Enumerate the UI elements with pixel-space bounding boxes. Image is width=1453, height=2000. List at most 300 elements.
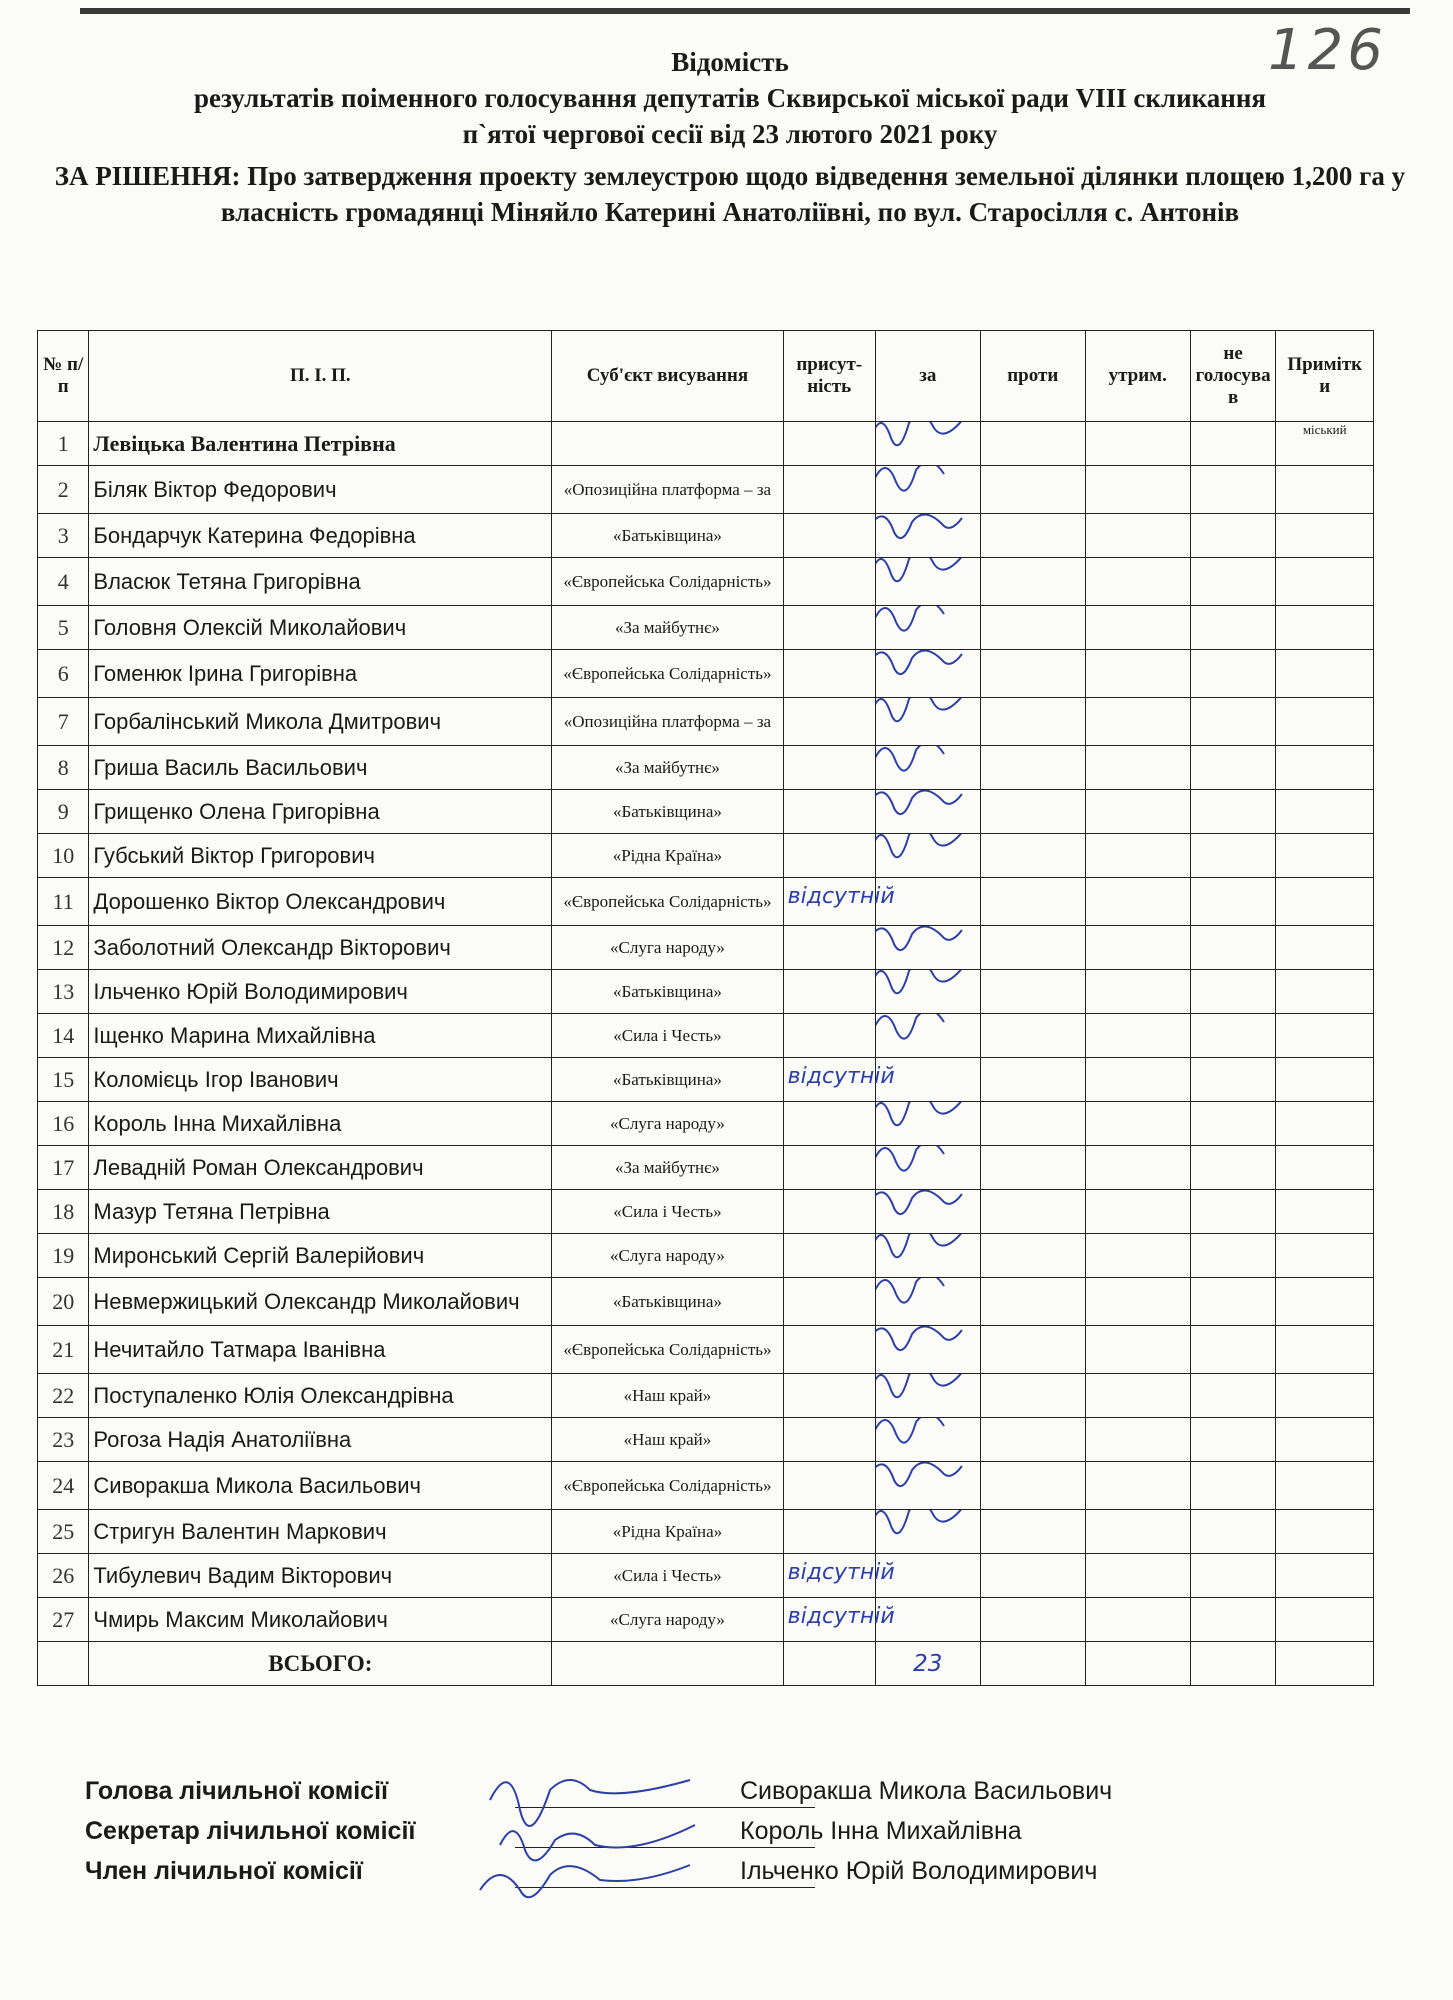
abstain-cell bbox=[1085, 970, 1190, 1014]
abstain-cell bbox=[1085, 1374, 1190, 1418]
row-number: 9 bbox=[38, 790, 89, 834]
row-number: 8 bbox=[38, 746, 89, 790]
za-cell bbox=[875, 650, 980, 698]
absent-mark: відсутній bbox=[787, 1064, 895, 1089]
commission-person: Король Інна Михайлівна bbox=[740, 1817, 1022, 1845]
table-row bbox=[38, 1598, 1374, 1642]
total-present-cell bbox=[783, 1642, 875, 1686]
against-cell bbox=[980, 1014, 1085, 1058]
signature-mark bbox=[875, 1326, 976, 1373]
notes-cell bbox=[1276, 834, 1374, 878]
za-cell bbox=[875, 1102, 980, 1146]
document-title: Відомість bbox=[671, 47, 789, 77]
row-number: 26 bbox=[38, 1554, 89, 1598]
commission-role: Член лічильної комісії bbox=[85, 1857, 363, 1885]
table-row bbox=[38, 422, 1374, 466]
signature-mark bbox=[875, 790, 976, 834]
notes-cell bbox=[1276, 1462, 1374, 1510]
nominating-party: «Європейська Солідарність» bbox=[552, 878, 783, 926]
deputy-name: Гриша Василь Васильович bbox=[89, 746, 552, 790]
col-name-header: П. І. П. bbox=[89, 331, 552, 422]
against-cell bbox=[980, 650, 1085, 698]
novote-cell bbox=[1190, 558, 1276, 606]
deputy-name: Левадній Роман Олександрович bbox=[89, 1146, 552, 1190]
present-cell bbox=[783, 514, 875, 558]
novote-cell bbox=[1190, 1190, 1276, 1234]
against-cell bbox=[980, 926, 1085, 970]
deputy-name: Стригун Валентин Маркович bbox=[89, 1510, 552, 1554]
signature-mark bbox=[875, 466, 976, 513]
present-cell bbox=[783, 698, 875, 746]
against-cell bbox=[980, 514, 1085, 558]
against-cell bbox=[980, 698, 1085, 746]
present-cell bbox=[783, 1374, 875, 1418]
abstain-cell bbox=[1085, 746, 1190, 790]
notes-cell bbox=[1276, 1554, 1374, 1598]
za-cell bbox=[875, 422, 980, 466]
novote-cell bbox=[1190, 970, 1276, 1014]
against-cell bbox=[980, 466, 1085, 514]
notes-cell bbox=[1276, 514, 1374, 558]
col-abstain-header: утрим. bbox=[1085, 331, 1190, 422]
absent-mark: відсутній bbox=[787, 1604, 895, 1629]
present-cell bbox=[783, 878, 895, 926]
abstain-cell bbox=[1085, 698, 1190, 746]
col-party-header: Суб'єкт висування bbox=[552, 331, 783, 422]
deputy-name: Гоменюк Ірина Григорівна bbox=[89, 650, 552, 698]
row-number: 2 bbox=[38, 466, 89, 514]
novote-cell bbox=[1190, 698, 1276, 746]
za-cell bbox=[875, 926, 980, 970]
signature-mark bbox=[875, 1510, 976, 1554]
notes-cell bbox=[1276, 1190, 1374, 1234]
notes-cell bbox=[1276, 650, 1374, 698]
table-row bbox=[38, 1014, 1374, 1058]
novote-cell bbox=[1190, 1102, 1276, 1146]
present-cell bbox=[783, 1058, 895, 1102]
table-row bbox=[38, 970, 1374, 1014]
signature-mark bbox=[875, 970, 976, 1014]
notes-cell bbox=[1276, 1058, 1374, 1102]
document-subtitle: результатів поіменного голосування депутатів Сквирської міської ради VIII скликання bbox=[193, 83, 1267, 113]
deputy-name: Поступаленко Юлія Олександрівна bbox=[89, 1374, 552, 1418]
notes-cell bbox=[1276, 746, 1374, 790]
table-header-row bbox=[38, 331, 1374, 422]
total-note-cell bbox=[1276, 1642, 1374, 1686]
za-cell bbox=[875, 878, 980, 926]
table-row bbox=[38, 746, 1374, 790]
nominating-party: «Сила і Честь» bbox=[552, 1190, 783, 1234]
row-number: 24 bbox=[38, 1462, 89, 1510]
deputy-name: Горбалінський Микола Дмитрович bbox=[89, 698, 552, 746]
za-cell bbox=[875, 970, 980, 1014]
row-number: 21 bbox=[38, 1326, 89, 1374]
present-cell bbox=[783, 1278, 875, 1326]
deputy-name: Грищенко Олена Григорівна bbox=[89, 790, 552, 834]
novote-cell bbox=[1190, 1146, 1276, 1190]
deputy-name: Коломієць Ігор Іванович bbox=[89, 1058, 552, 1102]
abstain-cell bbox=[1085, 790, 1190, 834]
nominating-party: «Батьківщина» bbox=[552, 970, 783, 1014]
nominating-party: «Європейська Солідарність» bbox=[552, 558, 783, 606]
notes-cell bbox=[1276, 1326, 1374, 1374]
against-cell bbox=[980, 1598, 1085, 1642]
against-cell bbox=[980, 790, 1085, 834]
signature-mark bbox=[875, 514, 976, 558]
nominating-party: «За майбутнє» bbox=[552, 746, 783, 790]
deputy-name: Заболотний Олександр Вікторович bbox=[89, 926, 552, 970]
col-against-header: проти bbox=[980, 331, 1085, 422]
table-row bbox=[38, 1058, 1374, 1102]
table-row bbox=[38, 1326, 1374, 1374]
nominating-party: «Слуга народу» bbox=[552, 1234, 783, 1278]
signature-mark bbox=[875, 650, 976, 697]
notes-cell bbox=[1276, 1278, 1374, 1326]
notes-cell bbox=[1276, 878, 1374, 926]
row-number: 22 bbox=[38, 1374, 89, 1418]
nominating-party: «Наш край» bbox=[552, 1418, 783, 1462]
novote-cell bbox=[1190, 1374, 1276, 1418]
row-number: 4 bbox=[38, 558, 89, 606]
table-row bbox=[38, 1234, 1374, 1278]
za-cell bbox=[875, 558, 980, 606]
novote-cell bbox=[1190, 1510, 1276, 1554]
deputy-name: Левіцька Валентина Петрівна bbox=[89, 422, 552, 466]
commission-role: Голова лічильної комісії bbox=[85, 1777, 389, 1805]
abstain-cell bbox=[1085, 606, 1190, 650]
deputy-name: Ільченко Юрій Володимирович bbox=[89, 970, 552, 1014]
session-line: п`ятої чергової сесії від 23 лютого 2021 року bbox=[462, 119, 998, 149]
za-cell bbox=[875, 834, 980, 878]
novote-cell bbox=[1190, 1598, 1276, 1642]
za-cell bbox=[875, 606, 980, 650]
present-cell bbox=[783, 1462, 875, 1510]
deputy-name: Головня Олексій Миколайович bbox=[89, 606, 552, 650]
table-row bbox=[38, 466, 1374, 514]
table-row bbox=[38, 878, 1374, 926]
against-cell bbox=[980, 1234, 1085, 1278]
za-cell bbox=[875, 1146, 980, 1190]
against-cell bbox=[980, 1326, 1085, 1374]
za-cell bbox=[875, 1326, 980, 1374]
abstain-cell bbox=[1085, 1014, 1190, 1058]
deputy-name: Король Інна Михайлівна bbox=[89, 1102, 552, 1146]
row-number: 23 bbox=[38, 1418, 89, 1462]
present-cell bbox=[783, 926, 875, 970]
present-cell bbox=[783, 422, 875, 466]
za-cell bbox=[875, 1374, 980, 1418]
novote-cell bbox=[1190, 650, 1276, 698]
nominating-party: «Опозиційна платформа – за bbox=[552, 466, 783, 514]
row-number: 17 bbox=[38, 1146, 89, 1190]
present-cell bbox=[783, 1234, 875, 1278]
novote-cell bbox=[1190, 514, 1276, 558]
nominating-party: «Європейська Солідарність» bbox=[552, 650, 783, 698]
deputy-name: Власюк Тетяна Григорівна bbox=[89, 558, 552, 606]
abstain-cell bbox=[1085, 1102, 1190, 1146]
deputy-name: Миронський Сергій Валерійович bbox=[89, 1234, 552, 1278]
against-cell bbox=[980, 1418, 1085, 1462]
novote-cell bbox=[1190, 1234, 1276, 1278]
present-cell bbox=[783, 1554, 895, 1598]
present-cell bbox=[783, 1598, 895, 1642]
abstain-cell bbox=[1085, 514, 1190, 558]
nominating-party: «Рідна Країна» bbox=[552, 1510, 783, 1554]
za-cell bbox=[875, 1058, 980, 1102]
za-cell bbox=[875, 698, 980, 746]
against-cell bbox=[980, 1462, 1085, 1510]
notes-cell bbox=[1276, 1146, 1374, 1190]
notes-cell bbox=[1276, 790, 1374, 834]
nominating-party: «Сила і Честь» bbox=[552, 1014, 783, 1058]
za-cell bbox=[875, 1598, 980, 1642]
notes-cell bbox=[1276, 466, 1374, 514]
nominating-party: «Слуга народу» bbox=[552, 1598, 783, 1642]
table-row bbox=[38, 514, 1374, 558]
col-present-header: присут-ність bbox=[783, 331, 875, 422]
deputy-name: Губський Віктор Григорович bbox=[89, 834, 552, 878]
abstain-cell bbox=[1085, 1418, 1190, 1462]
against-cell bbox=[980, 1554, 1085, 1598]
notes-cell bbox=[1276, 1418, 1374, 1462]
abstain-cell bbox=[1085, 1510, 1190, 1554]
nominating-party: «Європейська Солідарність» bbox=[552, 1462, 783, 1510]
against-cell bbox=[980, 1278, 1085, 1326]
table-row bbox=[38, 926, 1374, 970]
col-number-header: № п/п bbox=[38, 331, 89, 422]
abstain-cell bbox=[1085, 1146, 1190, 1190]
decision-text: ЗА РІШЕННЯ: Про затвердження проекту землеустрою щодо відведення земельної ділянки площею 1,200 га у власність громадянці Міняйло Катерині Анатоліївні, по вул. Старосілля с. Антонів bbox=[54, 161, 1406, 227]
total-label: ВСЬОГО: bbox=[89, 1642, 552, 1686]
nominating-party: «Батьківщина» bbox=[552, 514, 783, 558]
total-party-cell bbox=[552, 1642, 783, 1686]
table-row bbox=[38, 1554, 1374, 1598]
deputy-name: Іщенко Марина Михайлівна bbox=[89, 1014, 552, 1058]
commission-person: Сиворакша Микола Васильович bbox=[740, 1777, 1113, 1805]
page-number: 126 bbox=[1268, 18, 1387, 83]
nominating-party bbox=[552, 422, 783, 466]
deputy-name: Дорошенко Віктор Олександрович bbox=[89, 878, 552, 926]
abstain-cell bbox=[1085, 1554, 1190, 1598]
za-cell bbox=[875, 1554, 980, 1598]
novote-cell bbox=[1190, 466, 1276, 514]
novote-cell bbox=[1190, 1462, 1276, 1510]
za-cell bbox=[875, 1014, 980, 1058]
abstain-cell bbox=[1085, 1234, 1190, 1278]
novote-cell bbox=[1190, 1418, 1276, 1462]
deputy-name: Бондарчук Катерина Федорівна bbox=[89, 514, 552, 558]
row-number: 25 bbox=[38, 1510, 89, 1554]
row-number: 10 bbox=[38, 834, 89, 878]
abstain-cell bbox=[1085, 422, 1190, 466]
notes-cell bbox=[1276, 926, 1374, 970]
notes-cell bbox=[1276, 1014, 1374, 1058]
row-number: 5 bbox=[38, 606, 89, 650]
za-cell bbox=[875, 1234, 980, 1278]
row-number: 6 bbox=[38, 650, 89, 698]
col-novote-header: не голосува в bbox=[1190, 331, 1276, 422]
signature-mark bbox=[875, 1374, 976, 1418]
abstain-cell bbox=[1085, 1462, 1190, 1510]
signature-mark bbox=[875, 1102, 976, 1146]
novote-cell bbox=[1190, 1554, 1276, 1598]
table-row bbox=[38, 558, 1374, 606]
abstain-cell bbox=[1085, 558, 1190, 606]
against-cell bbox=[980, 606, 1085, 650]
deputy-name: Рогоза Надія Анатоліївна bbox=[89, 1418, 552, 1462]
signature-mark bbox=[875, 558, 976, 605]
table-row bbox=[38, 606, 1374, 650]
total-za: 23 bbox=[875, 1642, 980, 1686]
notes-cell bbox=[1276, 1374, 1374, 1418]
present-cell bbox=[783, 650, 875, 698]
abstain-cell bbox=[1085, 1598, 1190, 1642]
present-cell bbox=[783, 1190, 875, 1234]
present-cell bbox=[783, 790, 875, 834]
against-cell bbox=[980, 1058, 1085, 1102]
nominating-party: «Батьківщина» bbox=[552, 1058, 783, 1102]
za-cell bbox=[875, 1418, 980, 1462]
signature-mark bbox=[875, 926, 976, 970]
deputy-name: Тибулевич Вадим Вікторович bbox=[89, 1554, 552, 1598]
present-cell bbox=[783, 746, 875, 790]
deputy-name: Сиворакша Микола Васильович bbox=[89, 1462, 552, 1510]
total-num-cell bbox=[38, 1642, 89, 1686]
abstain-cell bbox=[1085, 466, 1190, 514]
deputy-name: Біляк Віктор Федорович bbox=[89, 466, 552, 514]
commission-role: Секретар лічильної комісії bbox=[85, 1817, 416, 1845]
table-row bbox=[38, 790, 1374, 834]
notes-cell bbox=[1276, 558, 1374, 606]
table-row bbox=[38, 1102, 1374, 1146]
row-number: 1 bbox=[38, 422, 89, 466]
signature-mark bbox=[875, 698, 976, 745]
row-number: 19 bbox=[38, 1234, 89, 1278]
deputy-name: Чмирь Максим Миколайович bbox=[89, 1598, 552, 1642]
table-row bbox=[38, 1278, 1374, 1326]
novote-cell bbox=[1190, 606, 1276, 650]
total-abstain-cell bbox=[1085, 1642, 1190, 1686]
row-number: 11 bbox=[38, 878, 89, 926]
notes-cell bbox=[1276, 1510, 1374, 1554]
row-number: 15 bbox=[38, 1058, 89, 1102]
notes-cell bbox=[1276, 1598, 1374, 1642]
novote-cell bbox=[1190, 878, 1276, 926]
table-row bbox=[38, 1190, 1374, 1234]
table-row bbox=[38, 650, 1374, 698]
against-cell bbox=[980, 878, 1085, 926]
against-cell bbox=[980, 1190, 1085, 1234]
signature-mark bbox=[875, 422, 976, 466]
row-number: 20 bbox=[38, 1278, 89, 1326]
signature-mark bbox=[875, 1146, 976, 1190]
novote-cell bbox=[1190, 790, 1276, 834]
against-cell bbox=[980, 1510, 1085, 1554]
notes-cell bbox=[1276, 698, 1374, 746]
row-number: 3 bbox=[38, 514, 89, 558]
row-number: 12 bbox=[38, 926, 89, 970]
notes-cell bbox=[1276, 1234, 1374, 1278]
present-cell bbox=[783, 1326, 875, 1374]
abstain-cell bbox=[1085, 1326, 1190, 1374]
novote-cell bbox=[1190, 746, 1276, 790]
abstain-cell bbox=[1085, 1190, 1190, 1234]
za-cell bbox=[875, 1190, 980, 1234]
signature-mark bbox=[875, 1234, 976, 1278]
nominating-party: «За майбутнє» bbox=[552, 606, 783, 650]
novote-cell bbox=[1190, 1014, 1276, 1058]
za-cell bbox=[875, 466, 980, 514]
table-row bbox=[38, 834, 1374, 878]
against-cell bbox=[980, 1102, 1085, 1146]
notes-cell bbox=[1276, 606, 1374, 650]
col-za-header: за bbox=[875, 331, 980, 422]
notes-cell: міський bbox=[1276, 422, 1374, 466]
against-cell bbox=[980, 558, 1085, 606]
total-against-cell bbox=[980, 1642, 1085, 1686]
za-cell bbox=[875, 1462, 980, 1510]
za-cell bbox=[875, 790, 980, 834]
signature-mark bbox=[875, 1418, 976, 1462]
present-cell bbox=[783, 558, 875, 606]
za-cell bbox=[875, 514, 980, 558]
against-cell bbox=[980, 1374, 1085, 1418]
commission-row bbox=[85, 1777, 1385, 1817]
present-cell bbox=[783, 1418, 875, 1462]
signature-mark bbox=[875, 1462, 976, 1509]
present-cell bbox=[783, 970, 875, 1014]
present-cell bbox=[783, 1014, 875, 1058]
novote-cell bbox=[1190, 1278, 1276, 1326]
notes-cell bbox=[1276, 970, 1374, 1014]
present-cell bbox=[783, 1510, 875, 1554]
nominating-party: «Сила і Честь» bbox=[552, 1554, 783, 1598]
row-number: 16 bbox=[38, 1102, 89, 1146]
row-number: 18 bbox=[38, 1190, 89, 1234]
total-row bbox=[38, 1642, 1374, 1686]
deputy-name: Невмержицький Олександр Миколайович bbox=[89, 1278, 552, 1326]
novote-cell bbox=[1190, 1058, 1276, 1102]
table-row bbox=[38, 698, 1374, 746]
abstain-cell bbox=[1085, 1058, 1190, 1102]
signature-mark bbox=[875, 1014, 976, 1058]
notes-cell bbox=[1276, 1102, 1374, 1146]
table-row bbox=[38, 1374, 1374, 1418]
table-row bbox=[38, 1510, 1374, 1554]
za-cell bbox=[875, 746, 980, 790]
table-row bbox=[38, 1462, 1374, 1510]
nominating-party: «Наш край» bbox=[552, 1374, 783, 1418]
scan-top-edge bbox=[80, 8, 1410, 14]
signature-mark bbox=[875, 606, 976, 650]
total-novote-cell bbox=[1190, 1642, 1276, 1686]
deputy-name: Нечитайло Татмара Іванівна bbox=[89, 1326, 552, 1374]
deputy-name: Мазур Тетяна Петрівна bbox=[89, 1190, 552, 1234]
novote-cell bbox=[1190, 422, 1276, 466]
row-number: 27 bbox=[38, 1598, 89, 1642]
novote-cell bbox=[1190, 926, 1276, 970]
za-cell bbox=[875, 1278, 980, 1326]
against-cell bbox=[980, 1146, 1085, 1190]
present-cell bbox=[783, 1102, 875, 1146]
novote-cell bbox=[1190, 834, 1276, 878]
signature-mark bbox=[875, 1190, 976, 1234]
abstain-cell bbox=[1085, 1278, 1190, 1326]
present-cell bbox=[783, 606, 875, 650]
document-header bbox=[40, 44, 1420, 230]
abstain-cell bbox=[1085, 878, 1190, 926]
absent-mark: відсутній bbox=[787, 1560, 895, 1585]
